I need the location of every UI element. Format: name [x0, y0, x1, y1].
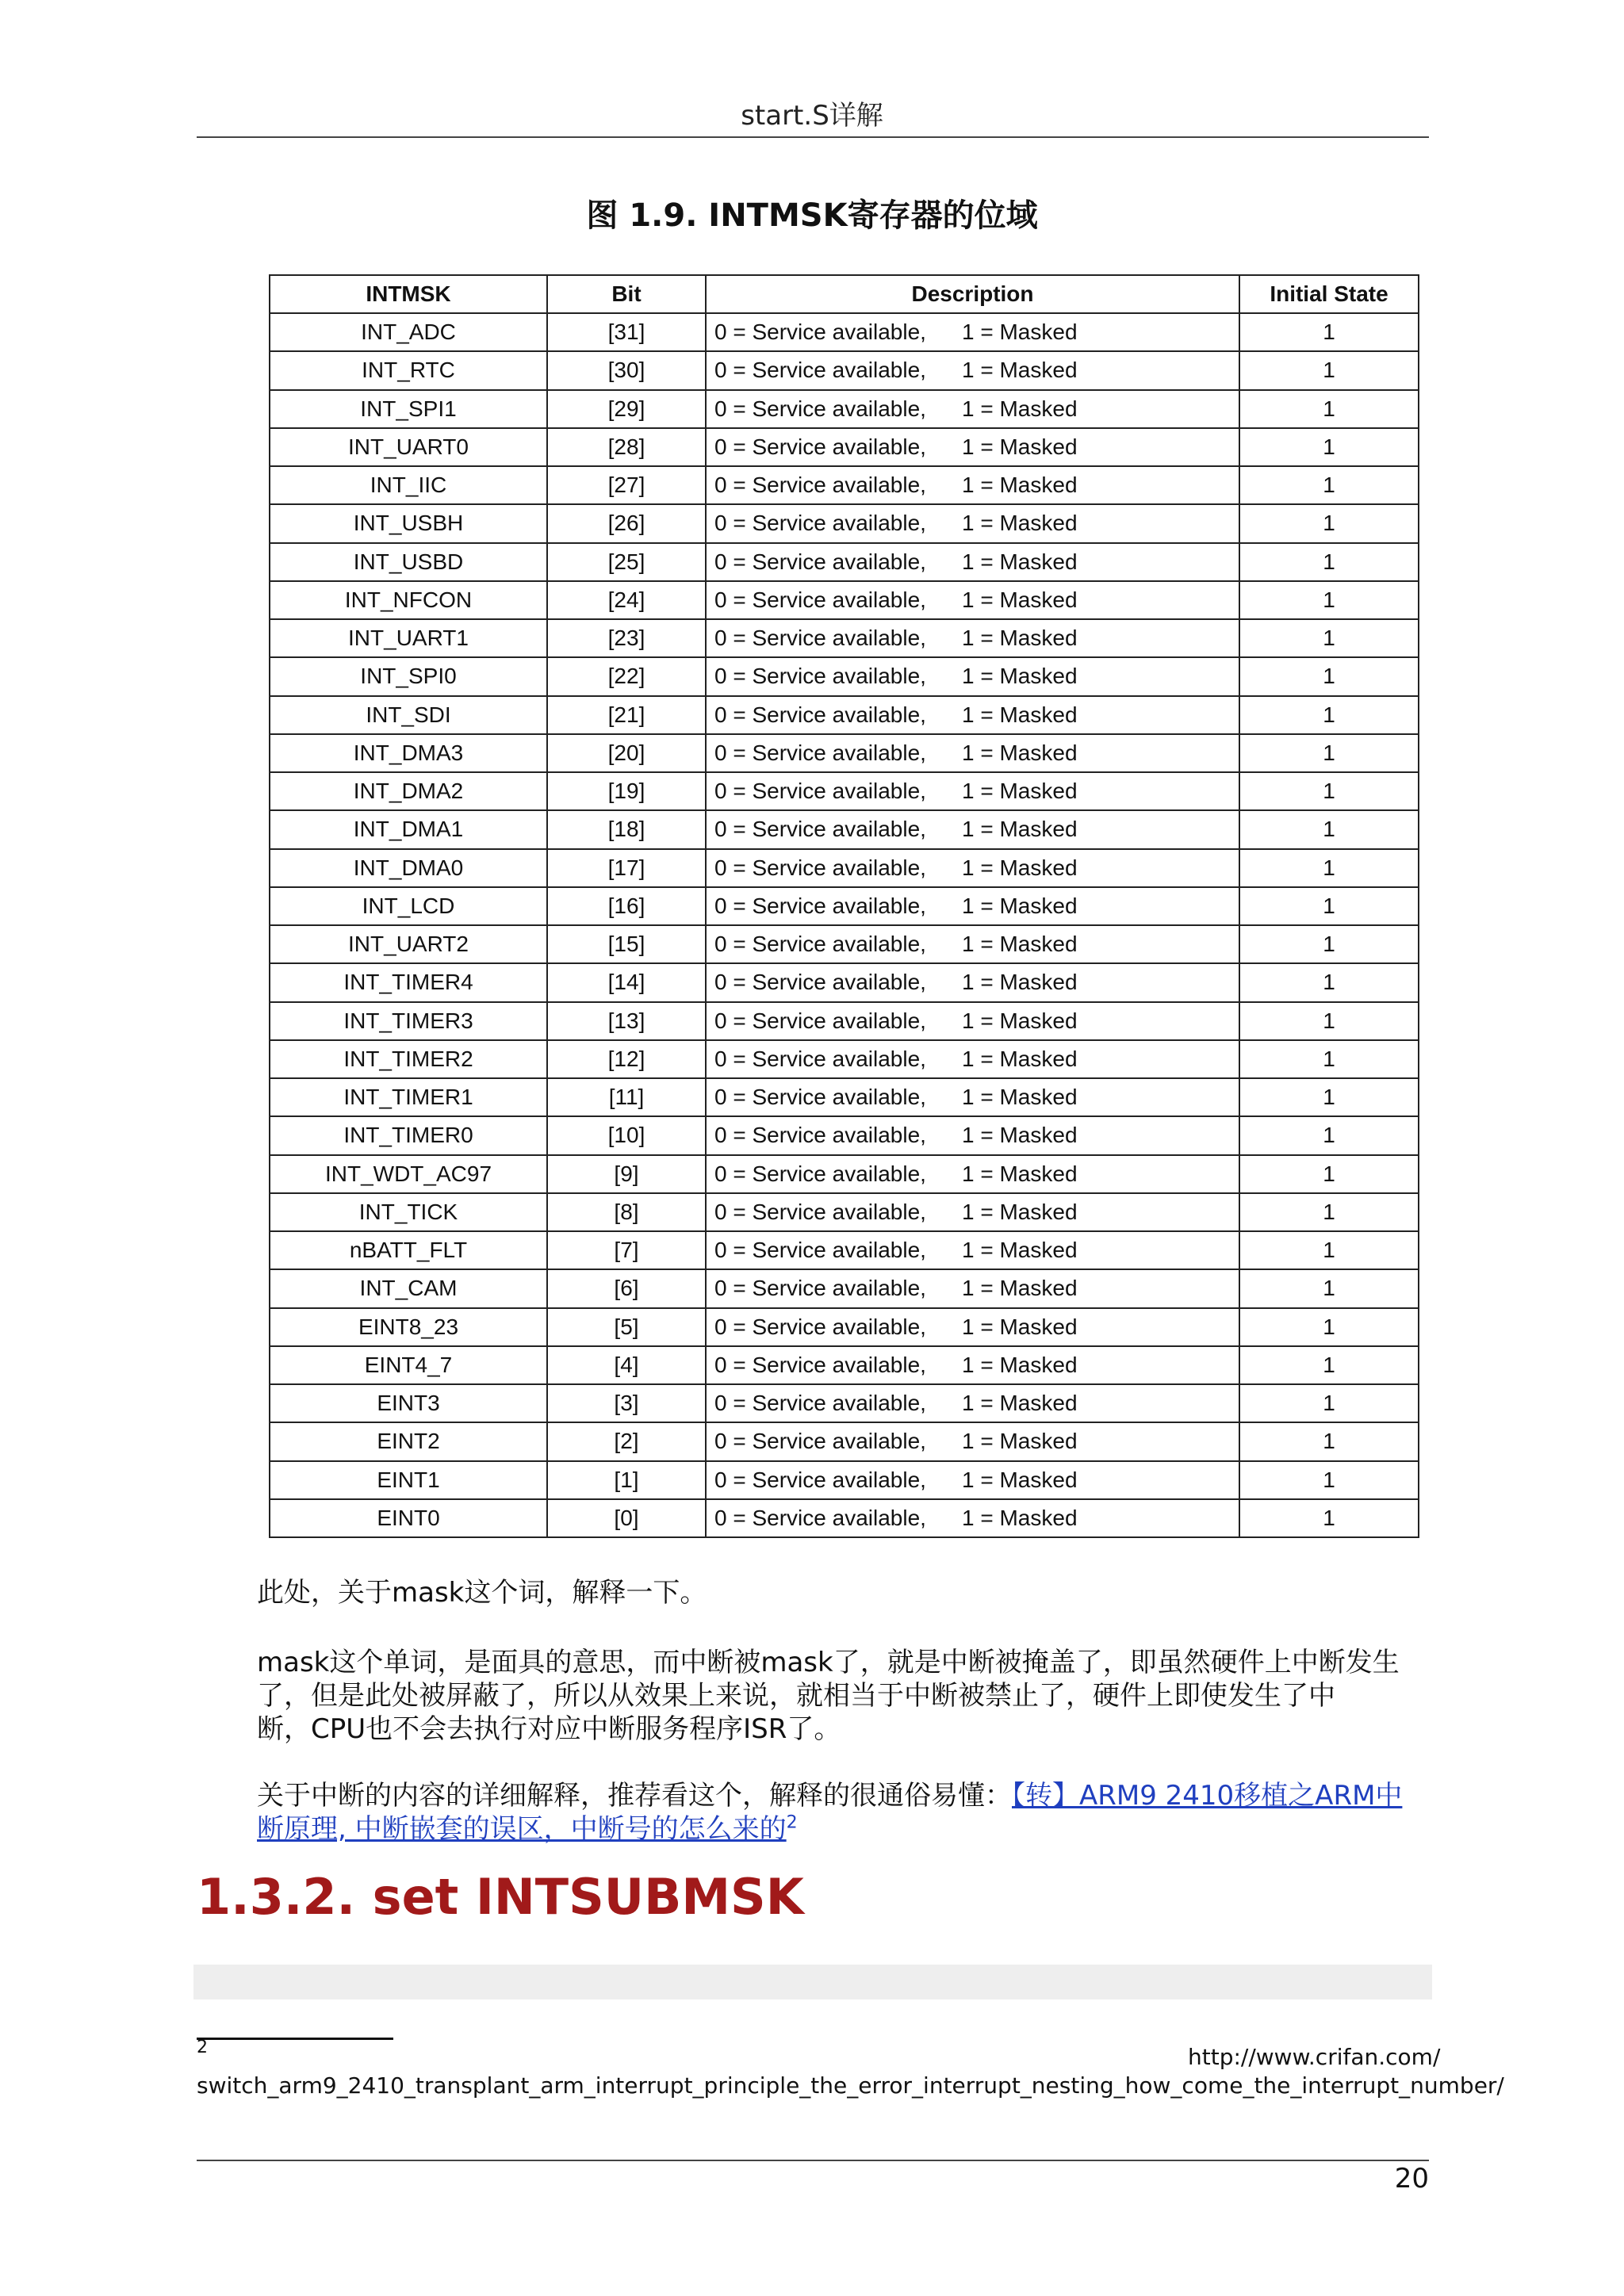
cell-description — [706, 1346, 1239, 1384]
desc-available: 0 = Service available, — [714, 473, 926, 498]
cell-interrupt-name: INT_TICK — [270, 1193, 547, 1231]
cell-description — [706, 1461, 1239, 1499]
cell-initial-state: 1 — [1239, 1422, 1419, 1460]
table-row — [270, 1155, 1419, 1193]
cell-description — [706, 351, 1239, 389]
table-row — [270, 1346, 1419, 1384]
cell-interrupt-name: INT_LCD — [270, 887, 547, 925]
cell-bit: [17] — [547, 849, 706, 887]
cell-initial-state: 1 — [1239, 1231, 1419, 1269]
desc-masked: 1 = Masked — [962, 358, 1078, 383]
cell-bit: [23] — [547, 619, 706, 657]
cell-initial-state: 1 — [1239, 1346, 1419, 1384]
cell-initial-state: 1 — [1239, 390, 1419, 428]
cell-description — [706, 657, 1239, 695]
table-row — [270, 734, 1419, 772]
cell-description — [706, 1308, 1239, 1346]
cell-initial-state: 1 — [1239, 504, 1419, 542]
cell-interrupt-name: INT_UART1 — [270, 619, 547, 657]
cell-description — [706, 1422, 1239, 1460]
cell-interrupt-name: EINT3 — [270, 1384, 547, 1422]
table-row — [270, 1002, 1419, 1040]
cell-description — [706, 390, 1239, 428]
cell-initial-state: 1 — [1239, 1002, 1419, 1040]
table-row — [270, 1499, 1419, 1537]
table-row — [270, 657, 1419, 695]
table-row — [270, 1193, 1419, 1231]
cell-initial-state: 1 — [1239, 1269, 1419, 1307]
cell-initial-state: 1 — [1239, 1078, 1419, 1116]
table-row — [270, 1384, 1419, 1422]
desc-available: 0 = Service available, — [714, 1429, 926, 1454]
table-row — [270, 963, 1419, 1001]
table-row — [270, 619, 1419, 657]
paragraph-interrupt-reference — [257, 1779, 1431, 1846]
desc-masked: 1 = Masked — [962, 511, 1078, 536]
cell-initial-state: 1 — [1239, 581, 1419, 619]
cell-initial-state: 1 — [1239, 466, 1419, 504]
table-row — [270, 1422, 1419, 1460]
cell-description — [706, 849, 1239, 887]
cell-bit: [14] — [547, 963, 706, 1001]
cell-description — [706, 1384, 1239, 1422]
cell-bit: [3] — [547, 1384, 706, 1422]
table-row — [270, 925, 1419, 963]
cell-interrupt-name: INT_WDT_AC97 — [270, 1155, 547, 1193]
table-row — [270, 428, 1419, 466]
cell-bit: [7] — [547, 1231, 706, 1269]
desc-available: 0 = Service available, — [714, 1008, 926, 1033]
cell-description — [706, 925, 1239, 963]
table-row — [270, 1461, 1419, 1499]
cell-bit: [2] — [547, 1422, 706, 1460]
cell-bit: [21] — [547, 696, 706, 734]
desc-masked: 1 = Masked — [962, 1314, 1078, 1339]
col-header-intmsk: INTMSK — [270, 275, 547, 313]
desc-available: 0 = Service available, — [714, 664, 926, 689]
cell-initial-state: 1 — [1239, 313, 1419, 351]
cell-bit: [22] — [547, 657, 706, 695]
code-block — [193, 1965, 1432, 1999]
desc-available: 0 = Service available, — [714, 1123, 926, 1148]
desc-available: 0 = Service available, — [714, 740, 926, 765]
cell-bit: [11] — [547, 1078, 706, 1116]
cell-initial-state: 1 — [1239, 734, 1419, 772]
desc-masked: 1 = Masked — [962, 1046, 1078, 1071]
cell-bit: [16] — [547, 887, 706, 925]
cell-description — [706, 504, 1239, 542]
footnote-number: 2 — [197, 2038, 208, 2057]
desc-available: 0 = Service available, — [714, 511, 926, 536]
table-row — [270, 1231, 1419, 1269]
cell-initial-state: 1 — [1239, 1461, 1419, 1499]
cell-interrupt-name: INT_DMA1 — [270, 810, 547, 848]
cell-initial-state: 1 — [1239, 619, 1419, 657]
desc-masked: 1 = Masked — [962, 1085, 1078, 1110]
table-row — [270, 887, 1419, 925]
desc-masked: 1 = Masked — [962, 1199, 1078, 1224]
desc-available: 0 = Service available, — [714, 1085, 926, 1110]
table-row — [270, 351, 1419, 389]
cell-bit: [6] — [547, 1269, 706, 1307]
desc-masked: 1 = Masked — [962, 587, 1078, 612]
cell-bit: [8] — [547, 1193, 706, 1231]
cell-description — [706, 466, 1239, 504]
desc-available: 0 = Service available, — [714, 855, 926, 880]
cell-initial-state: 1 — [1239, 810, 1419, 848]
desc-available: 0 = Service available, — [714, 1199, 926, 1224]
paragraph-line: 了，但是此处被屏蔽了，所以从效果上来说，就相当于中断被禁止了，硬件上即使发生了中 — [257, 1680, 1335, 1712]
cell-description — [706, 1155, 1239, 1193]
desc-available: 0 = Service available, — [714, 702, 926, 727]
section-heading: 1.3.2. set INTSUBMSK — [197, 1868, 804, 1926]
desc-available: 0 = Service available, — [714, 320, 926, 345]
cell-bit: [13] — [547, 1002, 706, 1040]
cell-description — [706, 963, 1239, 1001]
table-row — [270, 581, 1419, 619]
cell-description — [706, 772, 1239, 810]
cell-initial-state: 1 — [1239, 543, 1419, 581]
footer-rule — [197, 2160, 1429, 2161]
desc-available: 0 = Service available, — [714, 434, 926, 459]
cell-bit: [15] — [547, 925, 706, 963]
cell-bit: [28] — [547, 428, 706, 466]
cell-interrupt-name: INT_SDI — [270, 696, 547, 734]
desc-masked: 1 = Masked — [962, 1123, 1078, 1148]
cell-interrupt-name: INT_DMA3 — [270, 734, 547, 772]
footnote-reference[interactable]: 2 — [786, 1812, 798, 1833]
cell-description — [706, 887, 1239, 925]
cell-description — [706, 1269, 1239, 1307]
table-row — [270, 1308, 1419, 1346]
desc-available: 0 = Service available, — [714, 893, 926, 918]
footnote-url-line1[interactable]: http://www.crifan.com/ — [1188, 2044, 1441, 2070]
desc-masked: 1 = Masked — [962, 1467, 1078, 1492]
paragraph-line: mask这个单词，是面具的意思，而中断被mask了，就是中断被掩盖了，即虽然硬件上中断发生 — [257, 1647, 1400, 1678]
desc-masked: 1 = Masked — [962, 320, 1078, 345]
header-rule — [197, 136, 1429, 138]
cell-initial-state: 1 — [1239, 925, 1419, 963]
desc-masked: 1 = Masked — [962, 893, 1078, 918]
cell-interrupt-name: INT_IIC — [270, 466, 547, 504]
table-row — [270, 696, 1419, 734]
desc-masked: 1 = Masked — [962, 1352, 1078, 1377]
cell-initial-state: 1 — [1239, 1499, 1419, 1537]
table-row — [270, 1116, 1419, 1154]
cell-interrupt-name: INT_TIMER1 — [270, 1078, 547, 1116]
paragraph-mask-intro — [257, 1576, 1431, 1609]
cell-description — [706, 810, 1239, 848]
cell-interrupt-name: INT_TIMER3 — [270, 1002, 547, 1040]
col-header-initial-state: Initial State — [1239, 275, 1419, 313]
cell-bit: [0] — [547, 1499, 706, 1537]
cell-interrupt-name: EINT1 — [270, 1461, 547, 1499]
cell-bit: [10] — [547, 1116, 706, 1154]
cell-description — [706, 543, 1239, 581]
cell-interrupt-name: INT_TIMER2 — [270, 1040, 547, 1078]
table-header-row — [270, 275, 1419, 313]
cell-initial-state: 1 — [1239, 963, 1419, 1001]
desc-masked: 1 = Masked — [962, 855, 1078, 880]
cell-interrupt-name: EINT8_23 — [270, 1308, 547, 1346]
desc-masked: 1 = Masked — [962, 1161, 1078, 1186]
cell-interrupt-name: nBATT_FLT — [270, 1231, 547, 1269]
desc-masked: 1 = Masked — [962, 702, 1078, 727]
table-row — [270, 1078, 1419, 1116]
cell-initial-state: 1 — [1239, 428, 1419, 466]
cell-interrupt-name: INT_USBH — [270, 504, 547, 542]
cell-description — [706, 734, 1239, 772]
cell-initial-state: 1 — [1239, 657, 1419, 695]
cell-bit: [19] — [547, 772, 706, 810]
desc-masked: 1 = Masked — [962, 1238, 1078, 1263]
cell-initial-state: 1 — [1239, 1308, 1419, 1346]
desc-available: 0 = Service available, — [714, 396, 926, 421]
desc-masked: 1 = Masked — [962, 664, 1078, 689]
cell-bit: [25] — [547, 543, 706, 581]
desc-masked: 1 = Masked — [962, 1505, 1078, 1530]
col-header-bit: Bit — [547, 275, 706, 313]
cell-bit: [30] — [547, 351, 706, 389]
cell-interrupt-name: INT_ADC — [270, 313, 547, 351]
paragraph-text: 此处，关于mask这个词，解释一下。 — [257, 1577, 707, 1609]
cell-description — [706, 1078, 1239, 1116]
cell-initial-state: 1 — [1239, 849, 1419, 887]
desc-available: 0 = Service available, — [714, 1352, 926, 1377]
cell-interrupt-name: EINT2 — [270, 1422, 547, 1460]
cell-description — [706, 1193, 1239, 1231]
cell-interrupt-name: INT_NFCON — [270, 581, 547, 619]
desc-available: 0 = Service available, — [714, 1046, 926, 1071]
cell-interrupt-name: EINT4_7 — [270, 1346, 547, 1384]
cell-bit: [9] — [547, 1155, 706, 1193]
cell-initial-state: 1 — [1239, 772, 1419, 810]
desc-masked: 1 = Masked — [962, 1276, 1078, 1301]
cell-initial-state: 1 — [1239, 887, 1419, 925]
cell-bit: [18] — [547, 810, 706, 848]
cell-initial-state: 1 — [1239, 1116, 1419, 1154]
footnote-rule — [197, 2038, 393, 2040]
paragraph-text: 关于中断的内容的详细解释，推荐看这个，解释的很通俗易懂： — [257, 1780, 1012, 1812]
cell-description — [706, 1116, 1239, 1154]
cell-bit: [5] — [547, 1308, 706, 1346]
desc-available: 0 = Service available, — [714, 1314, 926, 1339]
cell-description — [706, 313, 1239, 351]
desc-available: 0 = Service available, — [714, 1391, 926, 1416]
cell-interrupt-name: INT_TIMER0 — [270, 1116, 547, 1154]
desc-masked: 1 = Masked — [962, 779, 1078, 804]
cell-bit: [26] — [547, 504, 706, 542]
cell-interrupt-name: INT_RTC — [270, 351, 547, 389]
table-row — [270, 543, 1419, 581]
cell-interrupt-name: INT_DMA0 — [270, 849, 547, 887]
desc-masked: 1 = Masked — [962, 626, 1078, 651]
desc-available: 0 = Service available, — [714, 970, 926, 995]
page-header-title: start.S详解 — [741, 100, 883, 132]
cell-description — [706, 619, 1239, 657]
desc-masked: 1 = Masked — [962, 1008, 1078, 1033]
intmsk-bitfield-table — [269, 274, 1419, 1538]
page-number: 20 — [1394, 2163, 1429, 2195]
cell-bit: [12] — [547, 1040, 706, 1078]
table-row — [270, 1040, 1419, 1078]
desc-available: 0 = Service available, — [714, 817, 926, 842]
cell-bit: [24] — [547, 581, 706, 619]
cell-interrupt-name: INT_DMA2 — [270, 772, 547, 810]
figure-caption: 图 1.9. INTMSK寄存器的位域 — [586, 197, 1038, 234]
col-header-description: Description — [706, 275, 1239, 313]
table-body — [270, 313, 1419, 1537]
cell-initial-state: 1 — [1239, 1040, 1419, 1078]
desc-available: 0 = Service available, — [714, 932, 926, 957]
desc-available: 0 = Service available, — [714, 1238, 926, 1263]
cell-description — [706, 1231, 1239, 1269]
cell-initial-state: 1 — [1239, 351, 1419, 389]
paragraph-mask-explanation — [257, 1646, 1431, 1746]
desc-available: 0 = Service available, — [714, 1467, 926, 1492]
desc-available: 0 = Service available, — [714, 587, 926, 612]
cell-bit: [1] — [547, 1461, 706, 1499]
desc-masked: 1 = Masked — [962, 396, 1078, 421]
cell-bit: [20] — [547, 734, 706, 772]
cell-interrupt-name: INT_UART2 — [270, 925, 547, 963]
cell-initial-state: 1 — [1239, 1384, 1419, 1422]
reference-link[interactable]: 【转】ARM9 2410移植之ARM中 — [1012, 1780, 1403, 1812]
table-row — [270, 772, 1419, 810]
desc-masked: 1 = Masked — [962, 817, 1078, 842]
desc-masked: 1 = Masked — [962, 740, 1078, 765]
desc-available: 0 = Service available, — [714, 358, 926, 383]
table-row — [270, 390, 1419, 428]
table-row — [270, 1269, 1419, 1307]
paragraph-line: 断，CPU也不会去执行对应中断服务程序ISR了。 — [257, 1713, 841, 1745]
cell-interrupt-name: INT_TIMER4 — [270, 963, 547, 1001]
desc-masked: 1 = Masked — [962, 434, 1078, 459]
cell-description — [706, 696, 1239, 734]
desc-available: 0 = Service available, — [714, 1276, 926, 1301]
footnote-url-line2[interactable]: switch_arm9_2410_transplant_arm_interrupt_principle_the_error_interrupt_nesting_how_come_the_interrupt_number/ — [197, 2072, 1504, 2099]
cell-interrupt-name: INT_UART0 — [270, 428, 547, 466]
desc-available: 0 = Service available, — [714, 1161, 926, 1186]
cell-interrupt-name: INT_USBD — [270, 543, 547, 581]
cell-initial-state: 1 — [1239, 1155, 1419, 1193]
cell-description — [706, 581, 1239, 619]
table-row — [270, 504, 1419, 542]
table-row — [270, 313, 1419, 351]
desc-available: 0 = Service available, — [714, 626, 926, 651]
cell-bit: [31] — [547, 313, 706, 351]
desc-masked: 1 = Masked — [962, 970, 1078, 995]
desc-masked: 1 = Masked — [962, 1429, 1078, 1454]
desc-masked: 1 = Masked — [962, 549, 1078, 574]
desc-available: 0 = Service available, — [714, 549, 926, 574]
cell-bit: [29] — [547, 390, 706, 428]
desc-available: 0 = Service available, — [714, 1505, 926, 1530]
table-row — [270, 810, 1419, 848]
reference-link-continued[interactable]: 断原理, 中断嵌套的误区，中断号的怎么来的 — [257, 1813, 787, 1845]
cell-description — [706, 1499, 1239, 1537]
cell-bit: [4] — [547, 1346, 706, 1384]
cell-description — [706, 1002, 1239, 1040]
desc-masked: 1 = Masked — [962, 932, 1078, 957]
cell-interrupt-name: INT_SPI1 — [270, 390, 547, 428]
desc-masked: 1 = Masked — [962, 1391, 1078, 1416]
cell-initial-state: 1 — [1239, 696, 1419, 734]
cell-bit: [27] — [547, 466, 706, 504]
desc-masked: 1 = Masked — [962, 473, 1078, 498]
cell-interrupt-name: INT_CAM — [270, 1269, 547, 1307]
cell-interrupt-name: EINT0 — [270, 1499, 547, 1537]
cell-description — [706, 1040, 1239, 1078]
cell-interrupt-name: INT_SPI0 — [270, 657, 547, 695]
cell-initial-state: 1 — [1239, 1193, 1419, 1231]
table-row — [270, 849, 1419, 887]
desc-available: 0 = Service available, — [714, 779, 926, 804]
table-row — [270, 466, 1419, 504]
cell-description — [706, 428, 1239, 466]
